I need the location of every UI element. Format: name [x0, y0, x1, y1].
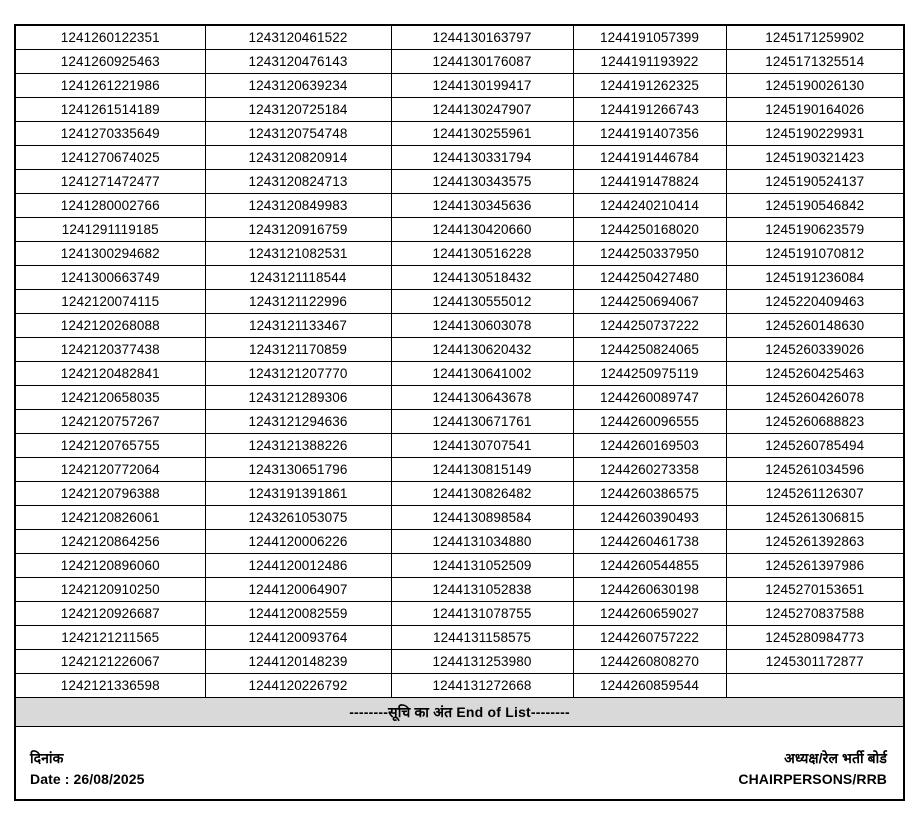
roll-number-cell: 1244131034880: [391, 530, 573, 554]
date-block: [30, 748, 145, 789]
table-row: [15, 194, 904, 218]
roll-number-cell: 1244130163797: [391, 25, 573, 50]
table-row: [15, 386, 904, 410]
roll-number-cell: 1244130555012: [391, 290, 573, 314]
roll-number-cell: 1243121388226: [205, 434, 391, 458]
roll-number-cell: 1244260386575: [573, 482, 726, 506]
roll-number-cell: 1244130671761: [391, 410, 573, 434]
roll-number-cell: 1242120864256: [15, 530, 205, 554]
roll-number-cell: 1244250975119: [573, 362, 726, 386]
table-row: [15, 338, 904, 362]
roll-number-cell: 1244260273358: [573, 458, 726, 482]
roll-number-cell: 1244131052509: [391, 554, 573, 578]
roll-number-cell: 1245280984773: [726, 626, 904, 650]
table-row: [15, 266, 904, 290]
authority-label-english: CHAIRPERSONS/RRB: [738, 770, 887, 787]
roll-number-cell: 1245260426078: [726, 386, 904, 410]
roll-number-cell: 1245261392863: [726, 530, 904, 554]
roll-number-cell: 1244130420660: [391, 218, 573, 242]
table-row: [15, 626, 904, 650]
roll-number-cell: 1245260785494: [726, 434, 904, 458]
roll-number-cell: 1242121226067: [15, 650, 205, 674]
roll-number-cell: 1244260169503: [573, 434, 726, 458]
roll-number-cell: 1244130199417: [391, 74, 573, 98]
roll-number-cell: 1244131272668: [391, 674, 573, 698]
table-row: [15, 242, 904, 266]
signature-cell: [15, 727, 904, 801]
roll-number-cell: 1243120725184: [205, 98, 391, 122]
roll-number-cell: 1245261306815: [726, 506, 904, 530]
roll-number-cell: 1244120093764: [205, 626, 391, 650]
table-row: [15, 170, 904, 194]
roll-number-cell: 1245191236084: [726, 266, 904, 290]
table-row: [15, 122, 904, 146]
roll-number-cell: 1241260925463: [15, 50, 205, 74]
roll-number-cell: 1241291119185: [15, 218, 205, 242]
table-row: [15, 674, 904, 698]
roll-number-cell: 1244120006226: [205, 530, 391, 554]
roll-number-cell: 1242120658035: [15, 386, 205, 410]
roll-number-cell: 1244260757222: [573, 626, 726, 650]
table-row: [15, 98, 904, 122]
roll-number-cell: 1245190026130: [726, 74, 904, 98]
table-row: [15, 290, 904, 314]
roll-number-cell: 1244120082559: [205, 602, 391, 626]
roll-number-cell: 1244131253980: [391, 650, 573, 674]
roll-number-cell: 1244120064907: [205, 578, 391, 602]
roll-number-cell: 1243120476143: [205, 50, 391, 74]
roll-number-table-body: [15, 25, 904, 800]
roll-number-cell: 1244131158575: [391, 626, 573, 650]
roll-number-cell: 1242120074115: [15, 290, 205, 314]
roll-number-cell: 1244191193922: [573, 50, 726, 74]
roll-number-cell: 1244250168020: [573, 218, 726, 242]
table-row: [15, 146, 904, 170]
roll-number-cell: 1244131078755: [391, 602, 573, 626]
end-of-list-row: [15, 698, 904, 727]
roll-number-cell: 1242120796388: [15, 482, 205, 506]
signature-wrapper: [16, 727, 903, 799]
roll-number-cell: 1244130826482: [391, 482, 573, 506]
roll-number-cell: 1244191478824: [573, 170, 726, 194]
roll-number-cell: 1244130331794: [391, 146, 573, 170]
roll-number-cell: 1244191057399: [573, 25, 726, 50]
roll-number-cell: 1245190164026: [726, 98, 904, 122]
roll-number-cell: 1242120757267: [15, 410, 205, 434]
roll-number-cell: 1245190524137: [726, 170, 904, 194]
roll-number-cell: 1244260630198: [573, 578, 726, 602]
roll-number-cell: 1243191391861: [205, 482, 391, 506]
roll-number-cell: 1244191407356: [573, 122, 726, 146]
table-row: [15, 314, 904, 338]
roll-number-cell: 1243261053075: [205, 506, 391, 530]
roll-number-cell: 1245261397986: [726, 554, 904, 578]
roll-number-cell: 1243120820914: [205, 146, 391, 170]
table-row: [15, 650, 904, 674]
roll-number-cell: 1243121170859: [205, 338, 391, 362]
table-row: [15, 530, 904, 554]
roll-number-cell: 1242120377438: [15, 338, 205, 362]
roll-number-cell: 1243120824713: [205, 170, 391, 194]
table-row: [15, 218, 904, 242]
roll-number-cell: 1242120896060: [15, 554, 205, 578]
roll-number-cell: 1244260808270: [573, 650, 726, 674]
roll-number-cell: 1242120482841: [15, 362, 205, 386]
roll-number-cell: 1245220409463: [726, 290, 904, 314]
roll-number-cell: 1243121118544: [205, 266, 391, 290]
roll-number-cell: 1244130247907: [391, 98, 573, 122]
roll-number-cell: 1245190623579: [726, 218, 904, 242]
roll-number-cell: 1244130815149: [391, 458, 573, 482]
roll-number-cell: 1245191070812: [726, 242, 904, 266]
roll-number-cell: 1244131052838: [391, 578, 573, 602]
roll-number-cell: 1244120012486: [205, 554, 391, 578]
roll-number-cell: 1244130707541: [391, 434, 573, 458]
roll-number-cell: 1245261126307: [726, 482, 904, 506]
roll-number-cell-empty: [726, 674, 904, 698]
roll-number-cell: 1245270153651: [726, 578, 904, 602]
roll-number-cell: 1242121211565: [15, 626, 205, 650]
roll-number-cell: 1244250427480: [573, 266, 726, 290]
roll-number-cell: 1244250337950: [573, 242, 726, 266]
roll-number-cell: 1244260390493: [573, 506, 726, 530]
roll-number-cell: 1244130643678: [391, 386, 573, 410]
roll-number-cell: 1245270837588: [726, 602, 904, 626]
roll-number-cell: 1245260339026: [726, 338, 904, 362]
roll-number-cell: 1241280002766: [15, 194, 205, 218]
roll-number-cell: 1241300294682: [15, 242, 205, 266]
roll-number-cell: 1242120926687: [15, 602, 205, 626]
roll-number-cell: 1244130898584: [391, 506, 573, 530]
roll-number-cell: 1243130651796: [205, 458, 391, 482]
roll-number-cell: 1244130345636: [391, 194, 573, 218]
roll-number-cell: 1244260659027: [573, 602, 726, 626]
roll-number-cell: 1241270335649: [15, 122, 205, 146]
roll-number-cell: 1244191262325: [573, 74, 726, 98]
roll-number-cell: 1242121336598: [15, 674, 205, 698]
roll-number-cell: 1245171259902: [726, 25, 904, 50]
date-label-hindi: दिनांक: [30, 750, 64, 767]
roll-number-cell: 1244130620432: [391, 338, 573, 362]
roll-number-cell: 1245261034596: [726, 458, 904, 482]
roll-number-cell: 1243120461522: [205, 25, 391, 50]
roll-number-cell: 1243120754748: [205, 122, 391, 146]
roll-number-cell: 1244191446784: [573, 146, 726, 170]
roll-number-cell: 1244250694067: [573, 290, 726, 314]
table-row: [15, 50, 904, 74]
roll-number-cell: 1244260461738: [573, 530, 726, 554]
roll-number-cell: 1245260688823: [726, 410, 904, 434]
table-row: [15, 506, 904, 530]
roll-number-cell: 1244250737222: [573, 314, 726, 338]
roll-number-cell: 1243120639234: [205, 74, 391, 98]
authority-block: [738, 748, 887, 789]
roll-number-cell: 1241260122351: [15, 25, 205, 50]
table-row: [15, 482, 904, 506]
signature-row: [15, 727, 904, 801]
roll-number-cell: 1244130255961: [391, 122, 573, 146]
roll-number-cell: 1245190321423: [726, 146, 904, 170]
roll-number-cell: 1245260148630: [726, 314, 904, 338]
roll-number-cell: 1244130518432: [391, 266, 573, 290]
roll-number-cell: 1242120268088: [15, 314, 205, 338]
roll-number-cell: 1243120916759: [205, 218, 391, 242]
roll-number-cell: 1243121207770: [205, 362, 391, 386]
roll-number-cell: 1244260859544: [573, 674, 726, 698]
roll-number-cell: 1245190546842: [726, 194, 904, 218]
roll-number-cell: 1241261514189: [15, 98, 205, 122]
table-row: [15, 434, 904, 458]
table-row: [15, 554, 904, 578]
roll-number-cell: 1244260096555: [573, 410, 726, 434]
roll-number-cell: 1244130176087: [391, 50, 573, 74]
roll-number-cell: 1243121122996: [205, 290, 391, 314]
roll-number-cell: 1244130343575: [391, 170, 573, 194]
roll-number-cell: 1245190229931: [726, 122, 904, 146]
table-row: [15, 458, 904, 482]
roll-number-cell: 1244260089747: [573, 386, 726, 410]
roll-number-cell: 1244130641002: [391, 362, 573, 386]
roll-number-cell: 1241270674025: [15, 146, 205, 170]
roll-number-cell: 1244250824065: [573, 338, 726, 362]
table-row: [15, 578, 904, 602]
roll-number-cell: 1242120772064: [15, 458, 205, 482]
roll-number-cell: 1245260425463: [726, 362, 904, 386]
roll-number-cell: 1244260544855: [573, 554, 726, 578]
roll-number-cell: 1241271472477: [15, 170, 205, 194]
roll-number-table: [14, 24, 905, 801]
roll-number-cell: 1244120148239: [205, 650, 391, 674]
roll-number-cell: 1242120765755: [15, 434, 205, 458]
roll-number-cell: 1243120849983: [205, 194, 391, 218]
roll-number-cell: 1244130603078: [391, 314, 573, 338]
roll-number-cell: 1241261221986: [15, 74, 205, 98]
roll-number-cell: 1243121133467: [205, 314, 391, 338]
roll-number-cell: 1244191266743: [573, 98, 726, 122]
table-row: [15, 602, 904, 626]
end-of-list-label: --------सूचि का अंत End of List--------: [15, 698, 904, 727]
roll-number-cell: 1244130516228: [391, 242, 573, 266]
roll-number-cell: 1244120226792: [205, 674, 391, 698]
table-row: [15, 410, 904, 434]
roll-number-cell: 1245301172877: [726, 650, 904, 674]
table-row: [15, 362, 904, 386]
roll-number-cell: 1245171325514: [726, 50, 904, 74]
roll-number-cell: 1241300663749: [15, 266, 205, 290]
roll-number-cell: 1243121082531: [205, 242, 391, 266]
date-label-english: Date : 26/08/2025: [30, 770, 145, 787]
table-row: [15, 74, 904, 98]
roll-number-cell: 1242120826061: [15, 506, 205, 530]
authority-label-hindi: अध्यक्ष/रेल भर्ती बोर्ड: [784, 750, 887, 767]
roll-number-cell: 1243121289306: [205, 386, 391, 410]
roll-number-cell: 1243121294636: [205, 410, 391, 434]
table-row: [15, 25, 904, 50]
roll-number-cell: 1244240210414: [573, 194, 726, 218]
roll-number-cell: 1242120910250: [15, 578, 205, 602]
